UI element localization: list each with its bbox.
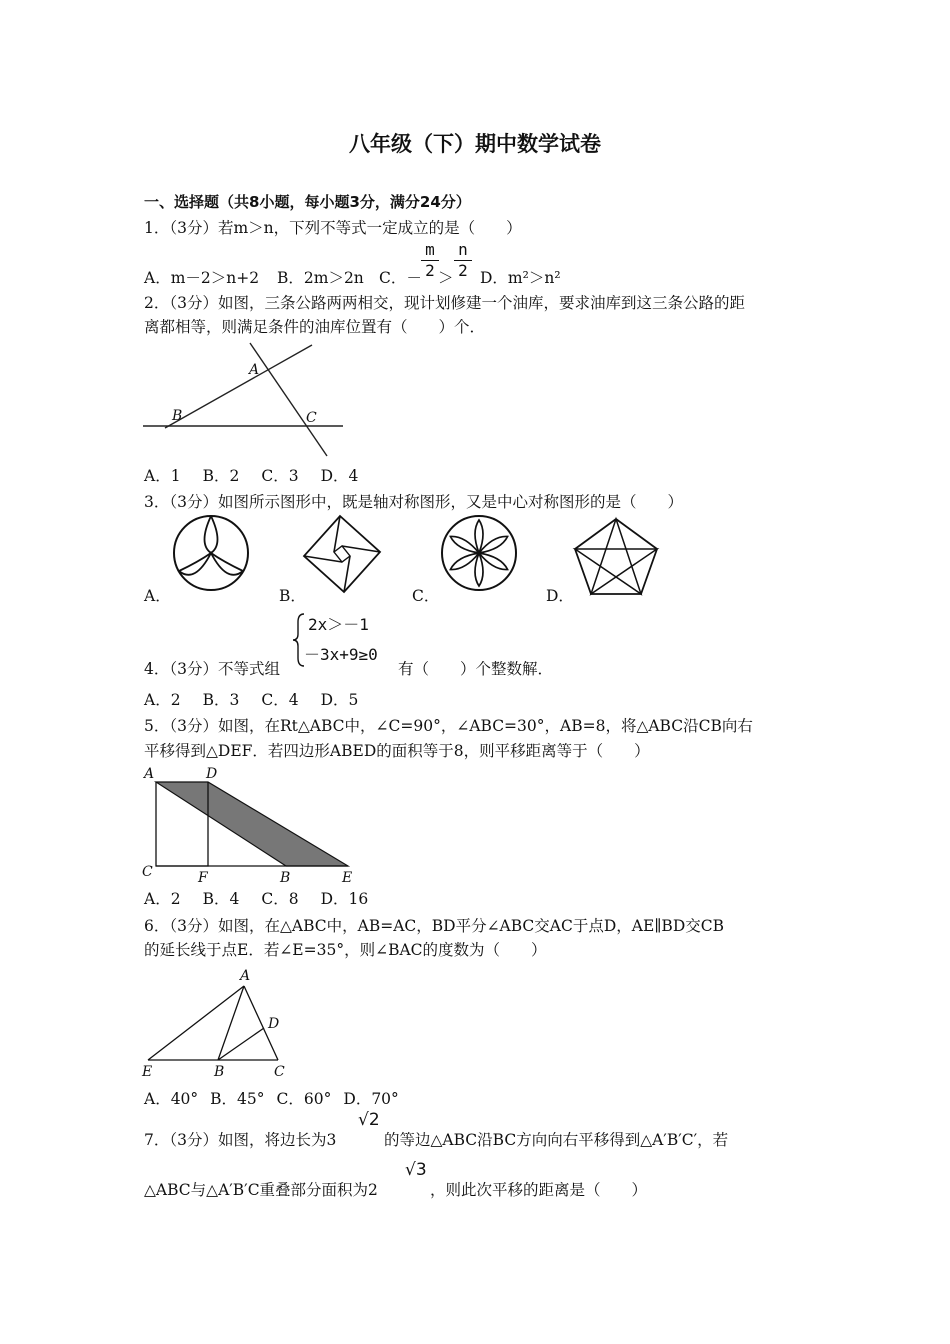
q4-suffix: 有（ ）个整数解． — [398, 660, 554, 678]
q1-frac-m — [421, 240, 439, 280]
q1-option-a: A．m－2＞n+2 — [144, 269, 260, 287]
q2-option-a: A．1 — [144, 467, 181, 485]
q7-root-2: √2 — [358, 1110, 380, 1130]
q1-frac-n — [454, 240, 472, 280]
q7-line1-end: 的等边△ABC沿BC方向向右平移得到△A′B′C′，若 — [384, 1131, 729, 1149]
q5-label-e: E — [342, 870, 353, 886]
q5-options — [144, 889, 390, 909]
q1-frac-m-den: 2 — [421, 260, 439, 280]
q3-figure-a — [170, 512, 252, 594]
q1-option-c: C．－ — [379, 269, 422, 287]
q6-label-d: D — [268, 1016, 280, 1032]
q7-line2-end: ，则此次平移的距离是（ ） — [430, 1181, 648, 1199]
q1-option-d: D．m²＞n² — [480, 269, 561, 287]
q5-line1: 5．（3分）如图，在Rt△ABC中，∠C=90°，∠ABC=30°，AB=8，将△ABC沿CB向右 — [144, 717, 753, 735]
q3-figure-b — [300, 512, 386, 596]
q1-frac-n-den: 2 — [454, 260, 472, 280]
q2-line-ab — [165, 345, 312, 428]
q3-option-d: D． — [546, 587, 574, 605]
q6-option-c: C．60° — [276, 1090, 332, 1108]
q5-option-a: A．2 — [144, 890, 181, 908]
q5-line2: 平移得到△DEF．若四边形ABED的面积等于8，则平移距离等于（ ） — [144, 742, 650, 760]
q5-option-d: D．16 — [320, 890, 369, 908]
q6-label-c: C — [274, 1064, 285, 1080]
q4-option-c: C．4 — [261, 691, 299, 709]
q6-line1: 6．（3分）如图，在△ABC中，AB=AC，BD平分∠ABC交AC于点D，AE∥BD交CB — [144, 917, 725, 935]
q3-option-b: B． — [279, 587, 306, 605]
q3-stem: 3．（3分）如图所示图形中，既是轴对称图形，又是中心对称图形的是（ ） — [144, 493, 683, 511]
q4-ineq1: 2x＞－1 — [308, 615, 369, 634]
q2-option-c: C．3 — [261, 467, 299, 485]
q1-frac-n-num: n — [458, 240, 468, 259]
q7-root-3: √3 — [405, 1160, 427, 1180]
q2-option-b: B．2 — [202, 467, 240, 485]
q3-figure-d — [572, 516, 660, 598]
page-title: 八年级（下）期中数学试卷 — [349, 132, 601, 156]
q3-option-c: C． — [412, 587, 440, 605]
q6-figure — [140, 966, 300, 1086]
q7-line2-start: △ABC与△A′B′C重叠部分面积为2 — [144, 1181, 378, 1199]
q5-label-a: A — [144, 766, 155, 782]
q2-figure — [140, 340, 350, 460]
q4-options — [144, 690, 380, 710]
q6-label-a: A — [240, 968, 251, 984]
q5-option-b: B．4 — [202, 890, 240, 908]
q5-label-c: C — [142, 864, 153, 880]
q6-options — [144, 1089, 421, 1109]
q5-label-d: D — [206, 766, 218, 782]
q2-label-a: A — [249, 362, 260, 378]
q3-option-a: A． — [144, 587, 171, 605]
q2-label-b: B — [172, 408, 183, 424]
section-heading: 一、选择题（共8小题，每小题3分，满分24分） — [144, 193, 471, 211]
q2-label-c: C — [306, 410, 317, 426]
q6-option-d: D．70° — [343, 1090, 399, 1108]
q2-line1: 2．（3分）如图，三条公路两两相交，现计划修建一个油库，要求油库到这三条公路的距 — [144, 294, 745, 312]
q5-label-f: F — [198, 870, 208, 886]
q7-line1-start: 7．（3分）如图，将边长为3 — [144, 1131, 337, 1149]
q6-option-a: A．40° — [144, 1090, 199, 1108]
q1-frac-m-num: m — [425, 240, 435, 259]
q2-line-ac — [250, 343, 327, 456]
q1-stem: 1．（3分）若m＞n，下列不等式一定成立的是（ ） — [144, 219, 522, 237]
q1-gt: ＞ — [438, 269, 454, 287]
q6-label-b: B — [214, 1064, 225, 1080]
q6-label-e: E — [142, 1064, 153, 1080]
q4-option-d: D．5 — [320, 691, 359, 709]
q3-figure-c — [438, 512, 520, 594]
q2-line2: 离都相等，则满足条件的油库位置有（ ）个． — [144, 318, 486, 336]
q5-figure — [140, 762, 370, 886]
q5-shaded-abed — [156, 782, 348, 866]
q6-option-b: B．45° — [210, 1090, 265, 1108]
q4-prefix: 4．（3分）不等式组 — [144, 660, 280, 678]
q5-label-b: B — [280, 870, 291, 886]
q1-option-b: B．2m＞2n — [277, 269, 364, 287]
q4-ineq2: －3x+9≥0 — [304, 645, 378, 664]
q2-option-d: D．4 — [320, 467, 359, 485]
q4-option-a: A．2 — [144, 691, 181, 709]
q4-option-b: B．3 — [202, 691, 240, 709]
q5-option-c: C．8 — [261, 890, 299, 908]
q6-line2: 的延长线于点E．若∠E=35°，则∠BAC的度数为（ ） — [144, 941, 547, 959]
q2-options — [144, 466, 380, 486]
